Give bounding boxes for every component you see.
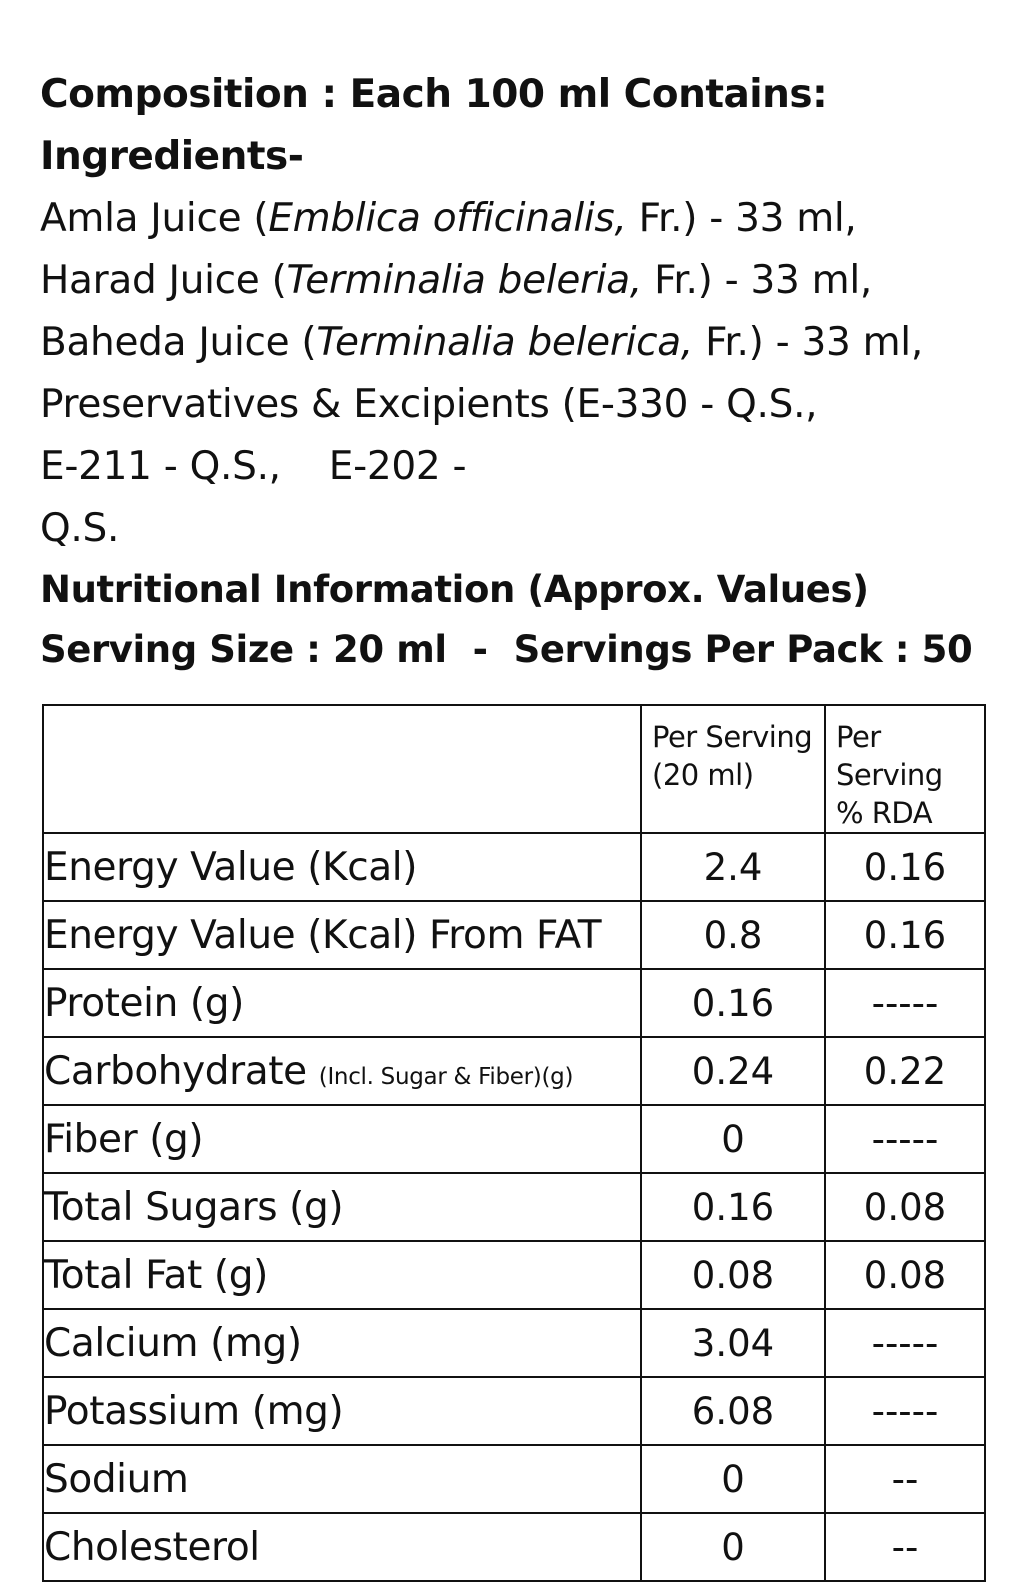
row-label-text: Total Fat (g) — [44, 1252, 268, 1298]
row-label — [43, 1309, 641, 1377]
ingredient-line-harad — [40, 250, 990, 312]
per-serving-value: 0 — [641, 1513, 825, 1581]
row-label — [43, 1445, 641, 1513]
preservatives-line: Preservatives & Excipients (E-330 - Q.S., — [40, 382, 818, 427]
header-rda-line2: % RDA — [836, 796, 933, 830]
table-header-row — [43, 705, 985, 833]
header-rda — [825, 705, 985, 833]
rda-value: 0.08 — [825, 1173, 985, 1241]
row-label — [43, 1173, 641, 1241]
row-label — [43, 1377, 641, 1445]
header-per-serving-line2: (20 ml) — [652, 758, 754, 792]
ingredient-quantity: Fr.) - 33 ml, — [626, 196, 857, 241]
row-label-text: Energy Value (Kcal) — [44, 844, 418, 890]
row-label — [43, 901, 641, 969]
ingredient-name: Baheda Juice ( — [40, 320, 317, 365]
per-serving-value: 0.24 — [641, 1037, 825, 1105]
rda-value: ----- — [825, 1309, 985, 1377]
table-row — [43, 1445, 985, 1513]
per-serving-value: 2.4 — [641, 833, 825, 901]
per-serving-value: 0 — [641, 1445, 825, 1513]
ingredient-line-baheda — [40, 312, 990, 374]
per-serving-value: 3.04 — [641, 1309, 825, 1377]
preservatives-line-2 — [40, 436, 990, 498]
row-label-text: Protein (g) — [44, 980, 244, 1026]
header-per-serving-line1: Per Serving — [652, 720, 813, 754]
composition-heading: Composition : Each 100 ml Contains: — [40, 72, 828, 117]
table-row — [43, 1377, 985, 1445]
rda-value: -- — [825, 1445, 985, 1513]
row-label — [43, 1241, 641, 1309]
nutrition-title: Nutritional Information (Approx. Values) — [40, 568, 869, 611]
e202-text: E-202 - — [328, 444, 467, 489]
rda-value: 0.22 — [825, 1037, 985, 1105]
rda-value: ----- — [825, 969, 985, 1037]
table-row — [43, 1513, 985, 1581]
row-label-note: (Incl. Sugar & Fiber)(g) — [318, 1063, 574, 1090]
header-rda-line1: Per Serving — [836, 720, 943, 792]
table-row — [43, 969, 985, 1037]
ingredient-latin-name: Emblica officinalis, — [268, 196, 627, 241]
row-label-text: Total Sugars (g) — [44, 1184, 344, 1230]
table-row — [43, 833, 985, 901]
row-label — [43, 1513, 641, 1581]
table-row — [43, 901, 985, 969]
servings-per-pack: Servings Per Pack : 50 — [513, 628, 973, 671]
row-label — [43, 833, 641, 901]
composition-section — [40, 64, 990, 680]
header-empty-cell — [43, 705, 641, 833]
per-serving-value: 0.16 — [641, 969, 825, 1037]
per-serving-value: 0.8 — [641, 901, 825, 969]
row-label — [43, 969, 641, 1037]
ingredient-line-amla — [40, 188, 990, 250]
row-label-text: Sodium — [44, 1456, 189, 1502]
ingredient-name: Harad Juice ( — [40, 258, 287, 303]
table-row — [43, 1241, 985, 1309]
serving-size: Serving Size : 20 ml — [40, 628, 447, 671]
nutrition-table — [42, 704, 986, 1582]
qs-text: Q.S. — [40, 506, 120, 551]
serving-info — [40, 620, 990, 680]
rda-value: -- — [825, 1513, 985, 1581]
rda-value: ----- — [825, 1377, 985, 1445]
per-serving-value: 6.08 — [641, 1377, 825, 1445]
row-label-text: Cholesterol — [44, 1524, 260, 1570]
row-label — [43, 1105, 641, 1173]
ingredients-heading: Ingredients- — [40, 134, 304, 179]
ingredient-latin-name: Terminalia belerica, — [316, 320, 693, 365]
table-row — [43, 1037, 985, 1105]
per-serving-value: 0.08 — [641, 1241, 825, 1309]
table-row — [43, 1105, 985, 1173]
rda-value: 0.08 — [825, 1241, 985, 1309]
e211-text: E-211 - Q.S., — [40, 444, 281, 489]
table-row — [43, 1309, 985, 1377]
per-serving-value: 0.16 — [641, 1173, 825, 1241]
row-label-text: Potassium (mg) — [44, 1388, 344, 1434]
rda-value: 0.16 — [825, 833, 985, 901]
row-label — [43, 1037, 641, 1105]
ingredient-latin-name: Terminalia beleria, — [286, 258, 643, 303]
serving-separator: - — [472, 628, 488, 671]
ingredient-quantity: Fr.) - 33 ml, — [642, 258, 872, 303]
header-per-serving — [641, 705, 825, 833]
table-row — [43, 1173, 985, 1241]
ingredient-quantity: Fr.) - 33 ml, — [692, 320, 923, 365]
rda-value: ----- — [825, 1105, 985, 1173]
row-label-text: Energy Value (Kcal) From FAT — [44, 912, 602, 958]
row-label-text: Calcium (mg) — [44, 1320, 302, 1366]
rda-value: 0.16 — [825, 901, 985, 969]
row-label-text: Carbohydrate — [44, 1048, 307, 1094]
ingredient-name: Amla Juice ( — [40, 196, 269, 241]
per-serving-value: 0 — [641, 1105, 825, 1173]
row-label-text: Fiber (g) — [44, 1116, 204, 1162]
